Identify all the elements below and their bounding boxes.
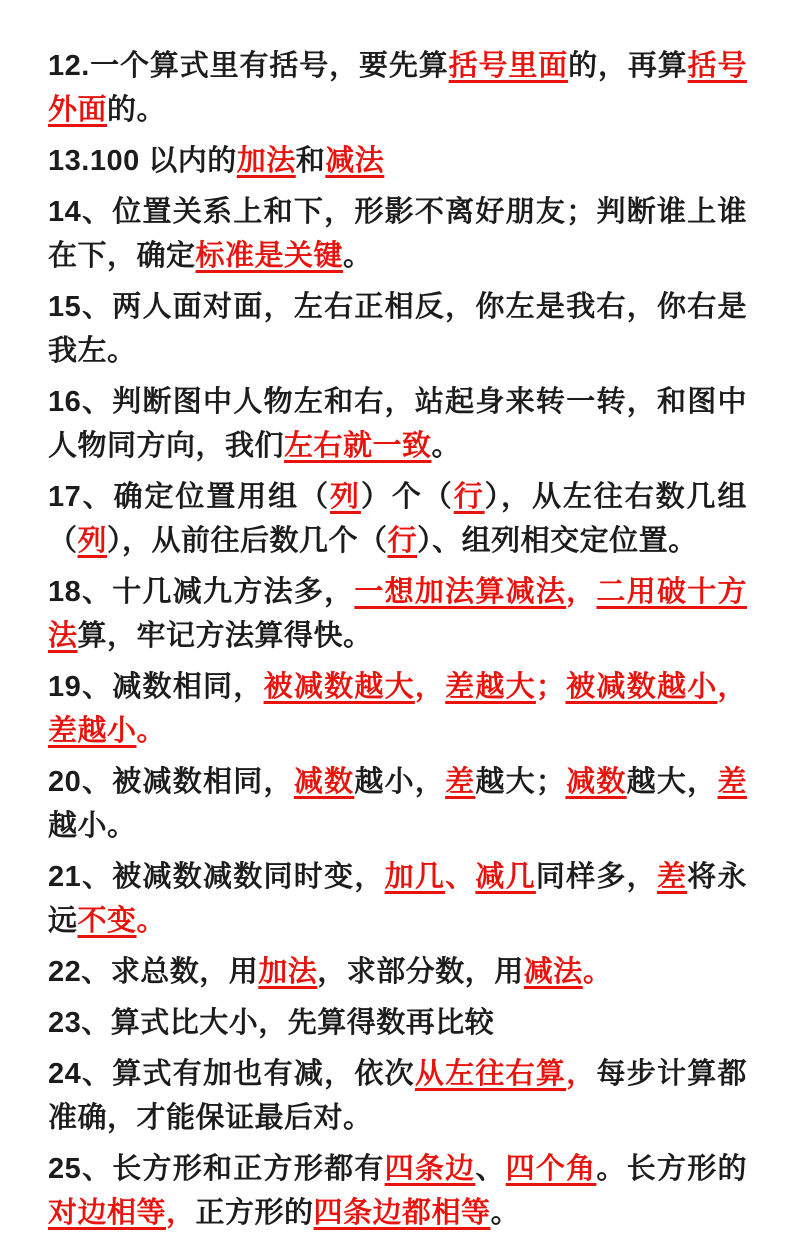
note-item-19 (48, 665, 747, 753)
note-highlight: 减数 (293, 766, 355, 798)
note-highlight: ， (166, 1197, 196, 1229)
note-highlight: 四个角 (505, 1153, 597, 1185)
note-item-22 (48, 950, 747, 994)
note-highlight: 列 (77, 525, 108, 557)
note-text: 越小。 (48, 810, 137, 842)
note-highlight: 被减数越大 (263, 671, 415, 703)
note-text: 每步计算都准确，才能保证最后对。 (48, 1058, 747, 1134)
note-text: 。长方形的 (596, 1153, 747, 1185)
note-highlight: 差越大 (445, 671, 536, 703)
note-highlight: 差 (717, 766, 747, 798)
note-text: 17、确定位置用组（ (48, 481, 331, 513)
note-highlight: 二用破十方法 (48, 576, 747, 652)
note-item-25 (48, 1147, 747, 1235)
note-highlight: ， (717, 671, 747, 703)
note-highlight: 括号外面 (48, 50, 747, 126)
note-item-18 (48, 570, 747, 658)
note-highlight: 标准是关键 (195, 240, 344, 272)
note-text: ）、组列相交定位置。 (417, 525, 698, 557)
note-item-14 (48, 190, 747, 278)
note-highlight: 加法 (258, 956, 318, 988)
note-text: 25、长方形和正方形都有 (48, 1153, 385, 1185)
note-text: 。 (490, 1197, 521, 1229)
note-highlight: 、 (445, 861, 476, 893)
note-highlight: 减数 (565, 766, 627, 798)
note-text: 22、求总数，用 (48, 956, 259, 988)
note-highlight: ， (566, 1058, 597, 1090)
note-text: 14、位置关系上和下，形影不离好朋友；判断谁上谁在下，确定 (48, 196, 747, 272)
note-text: 15、两人面对面，左右正相反，你左是我右，你右是我左。 (48, 291, 747, 367)
note-highlight: 减几 (475, 861, 536, 893)
note-text: 24、算式有加也有减，依次 (48, 1058, 415, 1090)
note-highlight: 。 (582, 956, 613, 988)
note-text: 19、减数相同， (48, 671, 264, 703)
note-item-16 (48, 380, 747, 468)
note-text: 16、判断图中人物左和右，站起身来转一转，和图中人物同方向，我们 (48, 386, 747, 462)
note-highlight: 括号里面 (448, 50, 569, 82)
note-highlight: 左右就一致 (284, 430, 432, 462)
note-text: 13.100 以内的 (48, 145, 237, 177)
note-item-21 (48, 855, 747, 943)
note-highlight: 不变 (77, 905, 137, 937)
note-text: ）个（ (360, 481, 454, 513)
note-text: 算，牢记方法算得快。 (77, 620, 373, 652)
note-item-20 (48, 760, 747, 848)
note-highlight: 四条边都相等 (313, 1197, 491, 1229)
note-text: 和 (295, 145, 326, 177)
note-highlight: 。 (136, 715, 167, 747)
note-text: ），从前往后数几个（ (107, 525, 388, 557)
note-text: 21、被减数减数同时变， (48, 861, 385, 893)
note-highlight: ， (414, 671, 446, 703)
note-item-12 (48, 44, 747, 132)
notes-list (48, 44, 747, 1235)
note-highlight: 加几 (384, 861, 446, 893)
note-item-17 (48, 475, 747, 563)
note-text: 18、十几减九方法多， (48, 576, 355, 608)
note-highlight: 差越小 (48, 715, 137, 747)
note-highlight: 行 (387, 525, 418, 557)
note-text: 12.一个算式里有括号，要先算 (48, 50, 449, 82)
note-highlight: 行 (453, 481, 485, 513)
note-highlight: 列 (330, 481, 361, 513)
note-highlight: 减法 (325, 145, 385, 177)
note-text: 的，再算 (568, 50, 688, 82)
note-item-13 (48, 139, 747, 183)
note-item-15 (48, 285, 747, 373)
note-text: ），从左往右数几组（ (48, 481, 747, 557)
note-highlight: 从左往右算 (414, 1058, 567, 1090)
note-text: 正方形的 (195, 1197, 314, 1229)
note-item-23 (48, 1001, 747, 1045)
note-text: 、 (475, 1153, 506, 1185)
note-highlight: 四条边 (384, 1153, 476, 1185)
note-text: 。 (343, 240, 373, 272)
note-text: 越大， (626, 766, 718, 798)
note-highlight: ， (566, 576, 597, 608)
note-highlight: 差 (445, 766, 476, 798)
note-text: ，求部分数，用 (317, 956, 524, 988)
note-highlight: 被减数越小 (565, 671, 718, 703)
note-text: 20、被减数相同， (48, 766, 294, 798)
note-text: 同样多， (535, 861, 657, 893)
note-text: 。 (431, 430, 462, 462)
note-text: 越大； (475, 766, 566, 798)
note-highlight: 。 (136, 905, 167, 937)
note-text: 的。 (107, 94, 167, 126)
note-highlight: 一想加法算减法 (354, 576, 567, 608)
note-highlight: 差 (656, 861, 688, 893)
note-item-24 (48, 1052, 747, 1140)
note-text: 越小， (354, 766, 446, 798)
note-highlight: 减法 (523, 956, 583, 988)
note-highlight: 加法 (236, 145, 296, 177)
note-text: 将永远 (48, 861, 747, 937)
note-highlight: 对边相等 (48, 1197, 167, 1229)
note-text: 23、算式比大小，先算得数再比较 (48, 1007, 495, 1039)
note-highlight: ； (535, 671, 566, 703)
